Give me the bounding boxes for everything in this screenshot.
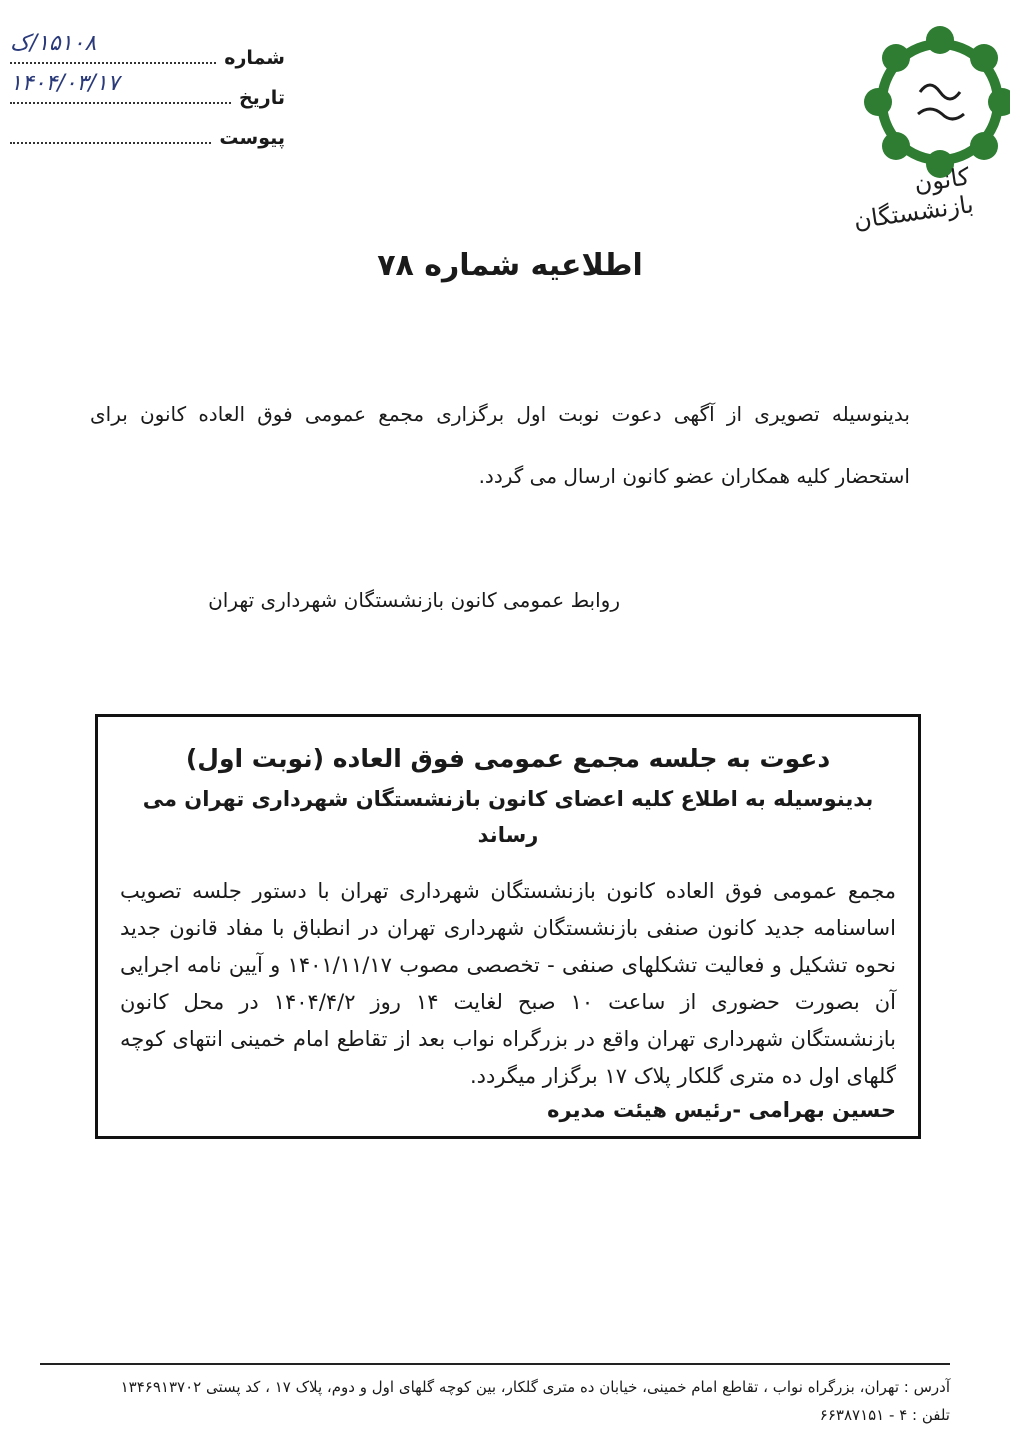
attachment-row: [10, 118, 285, 158]
date-fill: [10, 71, 231, 104]
notice-signature: حسین بهرامی -رئیس هیئت مدیره: [547, 1098, 896, 1122]
date-row: [10, 71, 285, 118]
attachment-label: پیوست: [219, 127, 285, 149]
organization-logo: [830, 22, 1010, 235]
date-label: تاریخ: [238, 87, 285, 109]
logo-caption: کانون بازنشستگان: [851, 162, 976, 235]
letter-meta: [10, 31, 285, 158]
number-value: ۱۵۱۰۸/ک: [10, 31, 97, 56]
footer-phone: تلفن : ۴ - ۶۶۳۸۷۱۵۱: [819, 1406, 950, 1424]
attachment-fill: [10, 118, 211, 144]
notice-subheading: بدینوسیله به اطلاع کلیه اعضای کانون بازنشستگان شهرداری تهران می رساند: [142, 787, 874, 847]
announcement-title: اطلاعیه شماره ۷۸: [377, 248, 643, 283]
date-value: ۱۴۰۴/۰۳/۱۷: [10, 71, 120, 96]
notice-heading: دعوت به جلسه مجمع عمومی فوق العاده (نوبت اول): [185, 744, 831, 773]
number-label: شماره: [224, 47, 285, 69]
footer: [40, 1363, 950, 1429]
intro-paragraph: بدینوسیله تصویری از آگهی دعوت نوبت اول برگزاری مجمع عمومی فوق العاده کانون برای استحضار کلیه همکاران عضو کانون ارسال می گردد.: [90, 402, 910, 488]
notice-box: [95, 714, 921, 1139]
signoff: روابط عمومی کانون بازنشستگان شهرداری تهران: [208, 588, 620, 612]
number-fill: [10, 31, 216, 64]
footer-address: آدرس : تهران، بزرگراه نواب ، تقاطع امام خمینی، خیابان ده متری گلکار، بین کوچه گلهای اول و دوم، پلاک ۱۷ ، کد پستی ۱۳۴۶۹۱۳۷۰۲: [120, 1378, 950, 1396]
notice-text: مجمع عمومی فوق العاده کانون بازنشستگان شهرداری تهران با دستور جلسه تصویب اساسنامه جدید کانون صنفی بازنشستگان شهرداری تهران در انطباق با مفاد قانون جدید نحوه تشکیل و فعالیت تشکلهای صنفی - تخصصی مصوب ۱۴۰۱/۱۱/۱۷ و آیین نامه اجرایی آن بصورت حضوری از ساعت ۱۰ صبح لغایت ۱۴ روز ۱۴۰۴/۴/۲ در محل کانون بازنشستگان شهرداری تهران واقع در بزرگراه نواب بعد از تقاطع امام خمینی انتهای کوچه گلهای اول ده متری گلکار پلاک ۱۷ برگزار میگردد.: [120, 879, 896, 1088]
